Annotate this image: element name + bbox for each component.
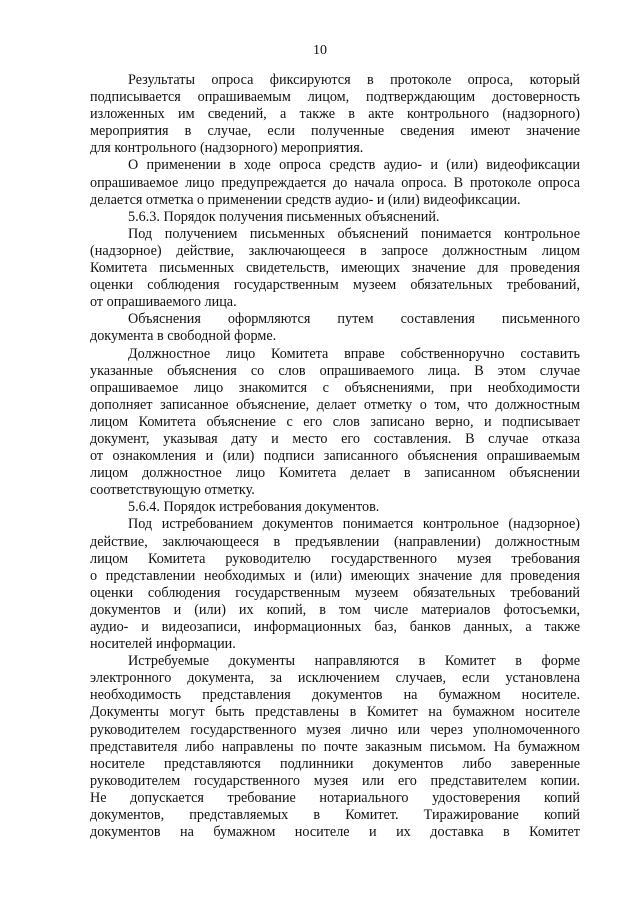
text-line: документ, указывая дату и место его составления. В случае отказа [90, 430, 580, 447]
text-line: документов и (или) их копий, в том числе материалов фотосъемки, [90, 601, 580, 618]
text-line: для контрольного (надзорного) мероприятия. [90, 140, 364, 157]
text-line: оценки соблюдения государственным музеем обязательных требований [90, 584, 580, 601]
text-line: Комитета письменных свидетельств, имеющих значение для проведения [90, 260, 580, 277]
text-line: (надзорное) действие, заключающееся в запросе должностным лицом [90, 242, 580, 259]
text-line: 5.6.4. Порядок истребования документов. [128, 499, 380, 516]
text-line: Не допускается требование нотариального удостоверения копий [90, 789, 580, 806]
text-line: дополняет записанное объяснение, делает отметку о том, что должностным [90, 396, 580, 413]
text-line: документов на бумажном носителе и их доставка в Комитет [90, 824, 580, 841]
text-line: от опрашиваемого лица. [90, 294, 237, 311]
text-line: О применении в ходе опроса средств аудио- и (или) видеофиксации [128, 157, 580, 174]
text-line: документа в свободной форме. [90, 328, 277, 345]
document-body [90, 72, 580, 841]
text-line: указанные объяснения со слов опрашиваемого лица. В этом случае [90, 362, 580, 379]
text-line: аудио- и видеозаписи, информационных баз, банков данных, а также [90, 619, 580, 635]
paragraph [90, 653, 580, 841]
page-number: 10 [313, 43, 327, 58]
text-line: оценки соблюдения государственным музеем обязательных требований, [90, 277, 580, 294]
text-line: представителя либо направлены по почте заказным письмом. На бумажном [90, 738, 580, 755]
text-line: Под истребованием документов понимается контрольное (надзорное) [128, 516, 580, 533]
text-line: Результаты опроса фиксируются в протоколе опроса, который [128, 72, 580, 88]
text-line: опрашиваемое лицо предупреждается до начала опроса. В протоколе опроса [90, 174, 580, 191]
text-line: носителей информации. [90, 636, 236, 653]
text-line: лицом Комитета объяснение с его слов записано верно, и подписывает [90, 413, 580, 430]
paragraph [90, 209, 580, 226]
text-line: Под получением письменных объяснений понимается контрольное [128, 225, 580, 242]
text-line: делается отметка о применении средств аудио- и (или) видеофиксации. [90, 191, 521, 208]
text-line: опрашиваемое лицо знакомится с объяснениями, при необходимости [90, 379, 580, 396]
text-line: Должностное лицо Комитета вправе собственноручно составить [128, 345, 580, 362]
text-line: руководителем государственного музея или его представителем копии. [90, 772, 580, 789]
paragraph [90, 157, 580, 208]
text-line: 5.6.3. Порядок получения письменных объяснений. [128, 208, 440, 225]
text-line: необходимость представления документов на бумажном носителе. [90, 687, 580, 704]
text-line: соответствующую отметку. [90, 482, 255, 499]
text-line: электронного документа, за исключением случаев, если установлена [90, 670, 580, 687]
paragraph [90, 499, 580, 516]
text-line: лицом Комитета руководителю государственного музея требования [90, 550, 580, 567]
paragraph [90, 72, 580, 157]
paragraph [90, 346, 580, 500]
text-line: Документы могут быть представлены в Комитет на бумажном носителе [90, 704, 580, 721]
paragraph [90, 311, 580, 345]
text-line: руководителем государственного музея лично или через уполномоченного [90, 721, 580, 738]
text-line: подписывается опрашиваемым лицом, подтверждающим достоверность [90, 89, 580, 106]
text-line: мероприятия в случае, если полученные сведения имеют значение [90, 123, 580, 140]
text-line: лицом должностное лицо Комитета делает в записанном объяснении [90, 465, 580, 482]
paragraph [90, 516, 580, 653]
text-line: о представлении необходимых и (или) имеющих значение для проведения [90, 567, 580, 584]
text-line: носителе представляются подлинники документов либо заверенные [90, 755, 580, 772]
text-line: Истребуемые документы направляются в Комитет в форме [128, 653, 580, 670]
text-line: документов, представляемых в Комитет. Тиражирование копий [90, 807, 580, 824]
text-line: от ознакомления и (или) подписи записанного объяснения опрашиваемым [90, 448, 580, 465]
text-line: Объяснения оформляются путем составления письменного [128, 311, 580, 328]
text-line: действие, заключающееся в предъявлении (направлении) должностным [90, 533, 580, 550]
text-line: изложенных им сведений, а также в акте контрольного (надзорного) [90, 106, 580, 123]
paragraph [90, 226, 580, 311]
